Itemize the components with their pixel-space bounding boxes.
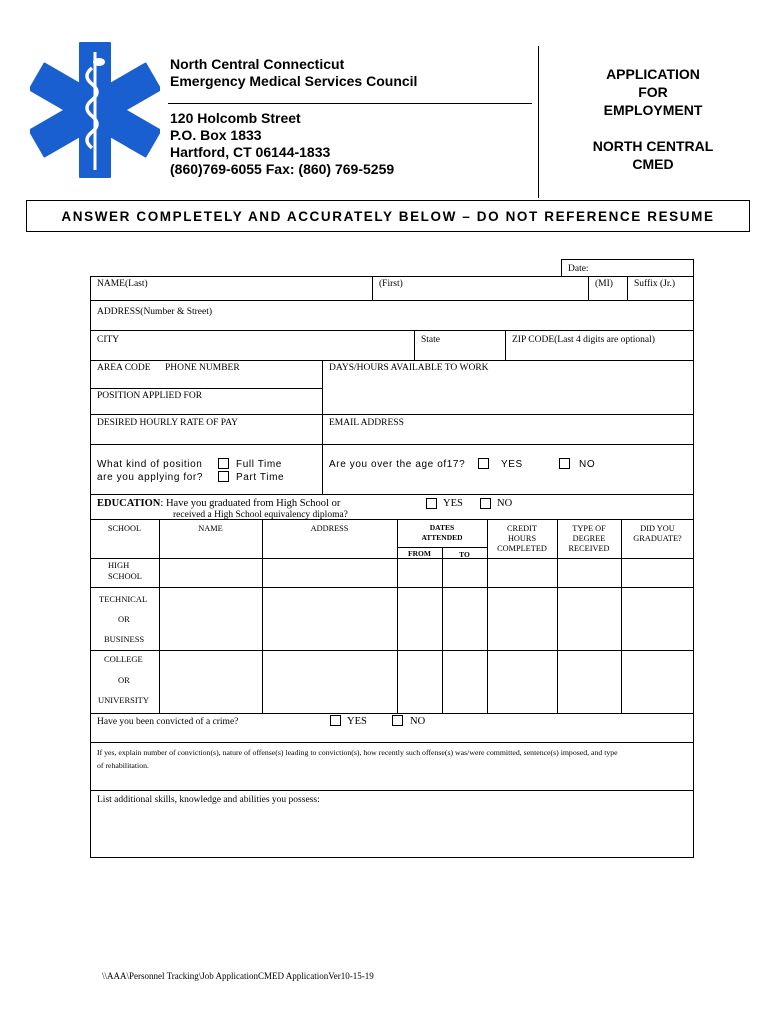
age-no-label: NO bbox=[579, 459, 596, 470]
application-title-1: APPLICATION bbox=[606, 66, 700, 82]
position-kind-label-1: What kind of position bbox=[97, 459, 203, 470]
col-credit-header-3: COMPLETED bbox=[497, 544, 547, 553]
days-hours-field[interactable]: DAYS/HOURS AVAILABLE TO WORK bbox=[329, 363, 489, 373]
star-of-life-icon bbox=[30, 40, 160, 180]
name-mi-field[interactable]: (MI) bbox=[595, 279, 613, 289]
position-kind-label-2: are you applying for? bbox=[97, 472, 203, 483]
application-title-3: EMPLOYMENT bbox=[603, 102, 703, 118]
col-dates-header-1: DATES bbox=[429, 523, 455, 532]
col-school-header: SCHOOL bbox=[107, 524, 142, 533]
education-heading: EDUCATION bbox=[97, 498, 161, 509]
age-no-checkbox[interactable] bbox=[559, 458, 570, 469]
header-divider bbox=[168, 103, 532, 104]
zip-code-field[interactable]: ZIP CODE(Last 4 digits are optional) bbox=[512, 335, 655, 345]
row-technical-1: TECHNICAL bbox=[99, 594, 148, 604]
age-yes-checkbox[interactable] bbox=[478, 458, 489, 469]
footer-file-path: \\AAA\Personnel Tracking\Job ApplicationCMED ApplicationVer10-15-19 bbox=[102, 971, 374, 981]
part-time-checkbox[interactable] bbox=[218, 471, 229, 482]
row-college-3: UNIVERSITY bbox=[98, 695, 149, 705]
education-no-checkbox[interactable] bbox=[480, 498, 491, 509]
name-last-field[interactable]: NAME(Last) bbox=[97, 279, 148, 289]
skills-field[interactable]: List additional skills, knowledge and abilities you possess: bbox=[97, 795, 320, 805]
education-question-2: received a High School equivalency diploma? bbox=[173, 510, 348, 520]
row-high-school-1: HIGH bbox=[108, 560, 130, 570]
position-applied-field[interactable]: POSITION APPLIED FOR bbox=[97, 391, 203, 401]
org-name-line-1: North Central Connecticut bbox=[170, 56, 345, 72]
header-vertical-divider bbox=[538, 46, 539, 198]
col-dates-header-2: ATTENDED bbox=[421, 533, 463, 542]
email-field[interactable]: EMAIL ADDRESS bbox=[329, 418, 404, 428]
col-degree-header-3: RECEIVED bbox=[568, 544, 610, 553]
education-question-text: : Have you graduated from High School or bbox=[160, 498, 341, 509]
org-short-name-1: NORTH CENTRAL bbox=[592, 138, 714, 154]
col-graduate-header-1: DID YOU bbox=[640, 524, 675, 533]
date-label: Date: bbox=[568, 264, 589, 274]
area-code-field[interactable]: AREA CODE bbox=[97, 363, 151, 373]
row-college-2: OR bbox=[118, 675, 130, 685]
crime-yes-checkbox[interactable] bbox=[330, 715, 341, 726]
name-first-field[interactable]: (First) bbox=[379, 279, 403, 289]
crime-no-label: NO bbox=[410, 716, 426, 727]
org-address-city: Hartford, CT 06144-1833 bbox=[170, 144, 331, 160]
col-credit-header-2: HOURS bbox=[507, 534, 537, 543]
org-short-name-2: CMED bbox=[632, 156, 674, 172]
part-time-label: Part Time bbox=[236, 472, 285, 483]
col-address-header: ADDRESS bbox=[310, 524, 349, 533]
col-name-header: NAME bbox=[198, 524, 223, 533]
row-high-school-2: SCHOOL bbox=[108, 571, 143, 581]
col-credit-header-1: CREDIT bbox=[507, 524, 537, 533]
education-yes-checkbox[interactable] bbox=[426, 498, 437, 509]
suffix-field[interactable]: Suffix (Jr.) bbox=[634, 279, 675, 289]
org-phone-fax: (860)769-6055 Fax: (860) 769-5259 bbox=[170, 161, 395, 177]
row-technical-2: OR bbox=[118, 614, 130, 624]
crime-explain-text-2[interactable]: of rehabilitation. bbox=[97, 761, 149, 770]
application-title-2: FOR bbox=[638, 84, 668, 100]
org-address-pobox: P.O. Box 1833 bbox=[170, 127, 262, 143]
city-field[interactable]: CITY bbox=[97, 335, 120, 345]
address-field[interactable]: ADDRESS(Number & Street) bbox=[97, 307, 213, 317]
age-question: Are you over the age of17? bbox=[329, 459, 466, 470]
col-graduate-header-2: GRADUATE? bbox=[633, 534, 682, 543]
row-college-1: COLLEGE bbox=[104, 654, 143, 664]
col-to-header: TO bbox=[459, 550, 470, 559]
crime-yes-label: YES bbox=[347, 716, 367, 727]
education-no-label: NO bbox=[497, 498, 513, 509]
instructions-banner: ANSWER COMPLETELY AND ACCURATELY BELOW – DO NOT REFERENCE RESUME bbox=[26, 200, 750, 232]
education-yes-label: YES bbox=[443, 498, 463, 509]
row-technical-3: BUSINESS bbox=[104, 634, 145, 644]
crime-no-checkbox[interactable] bbox=[392, 715, 403, 726]
hourly-rate-field[interactable]: DESIRED HOURLY RATE OF PAY bbox=[97, 418, 239, 428]
age-yes-label: YES bbox=[501, 459, 523, 470]
col-degree-header-2: DEGREE bbox=[572, 534, 606, 543]
phone-number-field[interactable]: PHONE NUMBER bbox=[165, 363, 240, 373]
col-from-header: FROM bbox=[408, 549, 431, 558]
full-time-checkbox[interactable] bbox=[218, 458, 229, 469]
crime-explain-text-1: If yes, explain number of conviction(s), nature of offense(s) leading to conviction(s), how recently such offense(s) was/were committed, sentence(s) imposed, and type bbox=[97, 748, 618, 757]
org-address-street: 120 Holcomb Street bbox=[170, 110, 301, 126]
education-question-1 bbox=[97, 498, 340, 509]
state-field[interactable]: State bbox=[421, 335, 440, 345]
crime-question: Have you been convicted of a crime? bbox=[97, 717, 239, 727]
col-degree-header-1: TYPE OF bbox=[572, 524, 606, 533]
full-time-label: Full Time bbox=[236, 459, 282, 470]
org-name-line-2: Emergency Medical Services Council bbox=[170, 73, 418, 89]
